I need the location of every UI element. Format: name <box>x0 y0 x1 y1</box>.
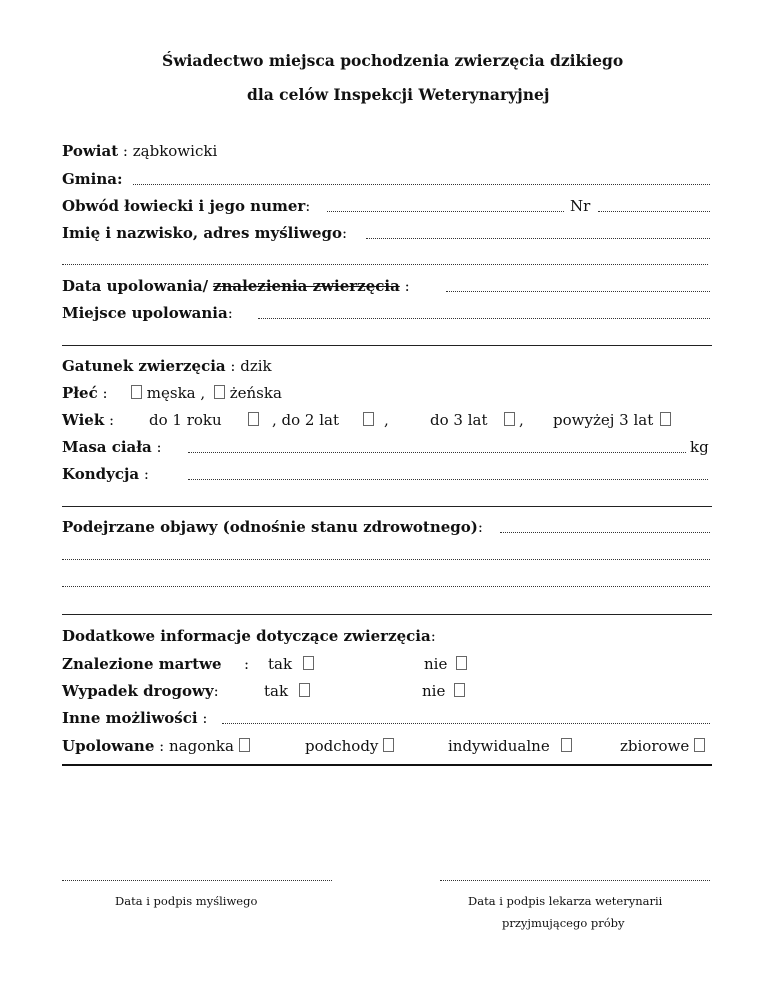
wypadek-tak-group <box>264 682 310 700</box>
data-upolowania-colon: : <box>404 277 410 295</box>
obwod-label: Obwód łowiecki i jego numer <box>62 197 306 215</box>
gatunek-row <box>62 357 272 375</box>
divider-1 <box>62 345 712 346</box>
dodatkowe-colon: : <box>430 627 436 645</box>
inne-row <box>62 709 207 727</box>
wiek-comma-3: , <box>519 411 524 429</box>
upolowane-label: Upolowane <box>62 737 155 755</box>
kondycja-row <box>62 465 149 483</box>
signature-hunter-caption: Data i podpis myśliwego <box>115 894 258 908</box>
miejsce-field[interactable] <box>258 318 710 319</box>
znalezione-nie-group <box>424 655 467 673</box>
plec-zenska-label: żeńska <box>229 384 282 402</box>
objawy-colon: : <box>477 518 483 536</box>
obwod-colon: : <box>305 197 311 215</box>
imie-label: Imię i nazwisko, adres myśliwego <box>62 224 343 242</box>
nr-field[interactable] <box>598 211 710 212</box>
upolowane-colon: : <box>159 737 165 755</box>
wiek-do-1-roku-label: do 1 roku <box>149 411 222 429</box>
masa-label: Masa ciała <box>62 438 152 456</box>
imie-row <box>62 224 347 242</box>
inne-colon: : <box>202 709 208 727</box>
signature-vet-caption-line-1: Data i podpis lekarza weterynarii <box>468 894 663 908</box>
wiek-powyzej-3-lat-label: powyżej 3 lat <box>553 411 654 429</box>
masa-field[interactable] <box>188 452 686 453</box>
powiat-row <box>62 142 217 160</box>
upolowane-indywidualne-group <box>448 737 572 755</box>
upolowane-zbiorowe-label: zbiorowe <box>620 737 690 755</box>
data-upolowania-field[interactable] <box>446 291 710 292</box>
miejsce-colon: : <box>227 304 233 322</box>
inne-field[interactable] <box>222 723 710 724</box>
plec-meska-label: męska , <box>146 384 206 402</box>
imie-colon: : <box>342 224 348 242</box>
upolowane-row <box>62 737 250 755</box>
wypadek-nie-group <box>422 682 465 700</box>
wiek-do-2-lat-checkbox-wrap <box>363 411 374 429</box>
nr-label: Nr <box>570 197 591 215</box>
title-line-2: dla celów Inspekcji Weterynaryjnej <box>247 85 550 104</box>
znalezienia-struck-text: znalezienia zwierzęcia <box>212 277 400 295</box>
upolowane-nagonka-label: nagonka <box>168 737 234 755</box>
upolowane-zbiorowe-group <box>620 737 705 755</box>
wypadek-nie-label: nie <box>422 682 446 700</box>
wiek-do-1-roku-checkbox-wrap <box>248 411 259 429</box>
wiek-do-3-lat-checkbox[interactable] <box>504 412 515 426</box>
objawy-label: Podejrzane objawy (odnośnie stanu zdrowotnego) <box>62 518 478 536</box>
objawy-field-2[interactable] <box>62 559 710 560</box>
powiat-label: Powiat <box>62 142 119 160</box>
znalezione-tak-label: tak <box>268 655 293 673</box>
wiek-do-1-roku-checkbox[interactable] <box>248 412 259 426</box>
wiek-label: Wiek <box>62 411 105 429</box>
znalezione-tak-group <box>268 655 314 673</box>
divider-2 <box>62 506 712 507</box>
plec-zenska-checkbox[interactable] <box>214 385 225 399</box>
kondycja-label: Kondycja <box>62 465 140 483</box>
gmina-field[interactable] <box>133 184 710 185</box>
upolowane-nagonka-checkbox[interactable] <box>239 738 250 752</box>
plec-options <box>131 384 282 402</box>
powiat-value: : ząbkowicki <box>122 142 218 160</box>
gatunek-value: : dzik <box>230 357 272 375</box>
kondycja-colon: : <box>143 465 149 483</box>
wypadek-nie-checkbox[interactable] <box>454 683 465 697</box>
masa-colon: : <box>156 438 162 456</box>
wiek-do-3-lat-label: do 3 lat <box>430 411 488 429</box>
adres-field[interactable] <box>62 264 708 265</box>
masa-unit: kg <box>690 438 709 456</box>
wiek-row <box>62 411 114 429</box>
miejsce-row <box>62 304 233 322</box>
upolowane-podchody-label: podchody <box>305 737 379 755</box>
znalezione-nie-label: nie <box>424 655 448 673</box>
wiek-colon: : <box>109 411 115 429</box>
znalezione-nie-checkbox[interactable] <box>456 656 467 670</box>
wiek-comma-2: , <box>384 411 389 429</box>
obwod-field[interactable] <box>327 211 564 212</box>
data-upolowania-row <box>62 277 410 295</box>
wypadek-tak-label: tak <box>264 682 289 700</box>
upolowane-indywidualne-checkbox[interactable] <box>561 738 572 752</box>
signature-vet-caption-line-2: przyjmującego próby <box>502 916 625 930</box>
objawy-field-3[interactable] <box>62 586 710 587</box>
plec-colon: : <box>102 384 108 402</box>
miejsce-label: Miejsce upolowania <box>62 304 228 322</box>
obwod-row <box>62 197 310 215</box>
plec-label: Płeć <box>62 384 98 402</box>
wypadek-colon: : <box>213 682 219 700</box>
wiek-powyzej-3-lat-checkbox[interactable] <box>660 412 671 426</box>
kondycja-field[interactable] <box>188 479 708 480</box>
dodatkowe-label: Dodatkowe informacje dotyczące zwierzęcia <box>62 627 431 645</box>
upolowane-indywidualne-label: indywidualne <box>448 737 550 755</box>
wiek-do-3-lat-checkbox-wrap <box>504 411 515 429</box>
znalezione-label: Znalezione martwe <box>62 655 222 673</box>
wypadek-tak-checkbox[interactable] <box>299 683 310 697</box>
signature-hunter-field[interactable] <box>62 880 332 881</box>
znalezione-colon: : <box>244 655 250 673</box>
divider-4 <box>62 764 712 766</box>
title-line-1: Świadectwo miejsca pochodzenia zwierzęcia dzikiego <box>162 51 624 70</box>
wiek-do-2-lat-checkbox[interactable] <box>363 412 374 426</box>
plec-row <box>62 384 108 402</box>
dodatkowe-row <box>62 627 436 645</box>
wiek-do-2-lat-label: , do 2 lat <box>272 411 340 429</box>
signature-vet-field[interactable] <box>440 880 710 881</box>
upolowane-podchody-checkbox[interactable] <box>383 738 394 752</box>
divider-3 <box>62 614 712 615</box>
znalezione-tak-checkbox[interactable] <box>303 656 314 670</box>
upolowane-podchody-group <box>305 737 394 755</box>
plec-meska-checkbox[interactable] <box>131 385 142 399</box>
wypadek-row <box>62 682 219 700</box>
objawy-row <box>62 518 483 536</box>
gatunek-label: Gatunek zwierzęcia <box>62 357 226 375</box>
gmina-label: Gmina: <box>62 170 123 188</box>
data-upolowania-label: Data upolowania/ <box>62 277 209 295</box>
objawy-field-1[interactable] <box>500 532 710 533</box>
imie-field[interactable] <box>366 238 710 239</box>
wiek-powyzej-3-lat-checkbox-wrap <box>660 411 671 429</box>
upolowane-zbiorowe-checkbox[interactable] <box>694 738 705 752</box>
masa-row <box>62 438 162 456</box>
inne-label: Inne możliwości <box>62 709 198 727</box>
wypadek-label: Wypadek drogowy <box>62 682 214 700</box>
